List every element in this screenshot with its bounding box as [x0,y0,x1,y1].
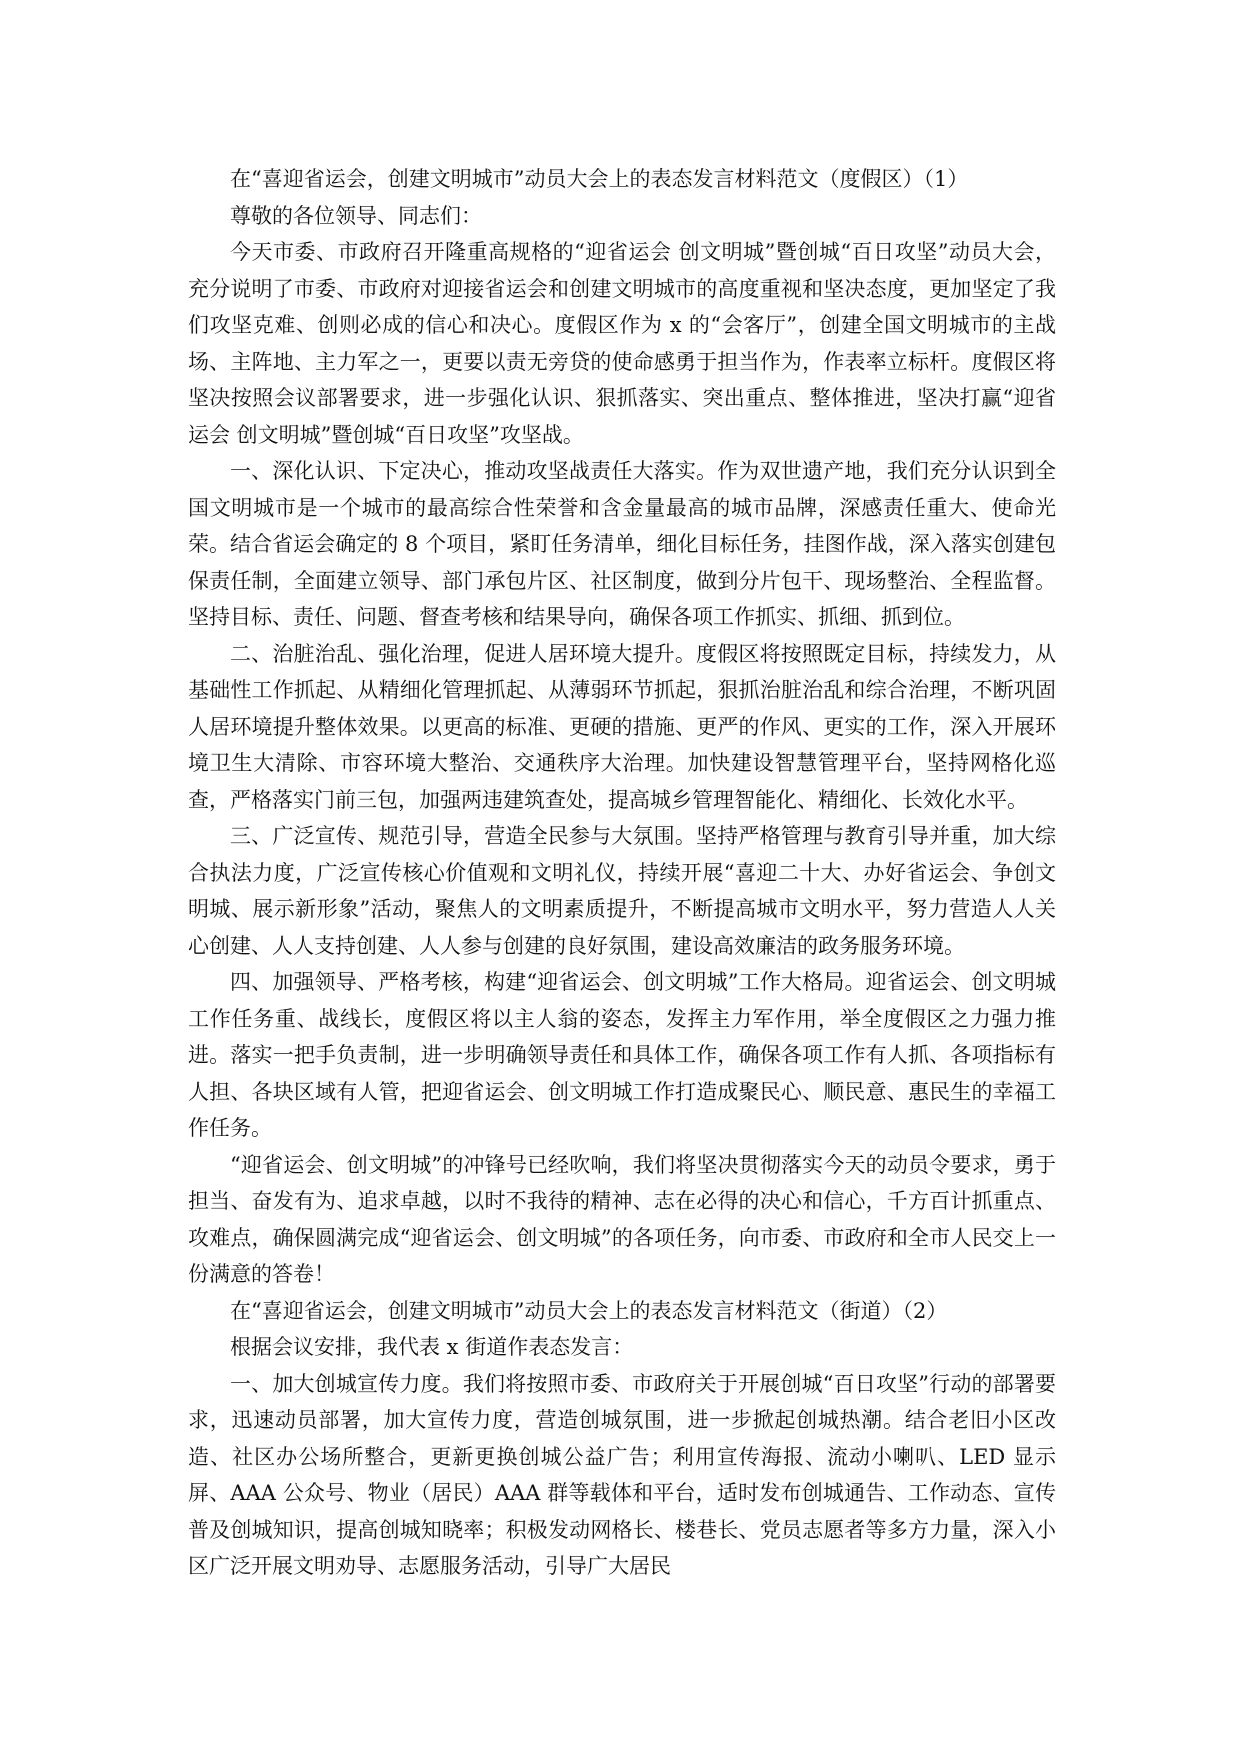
section-title-1: 在“喜迎省运会，创建文明城市”动员大会上的表态发言材料范文（度假区）（1） [230,167,969,191]
paragraph-intro: 今天市委、市政府召开隆重高规格的“迎省运会 创文明城”暨创城“百日攻坚”动员大会，充分说明了市委、市政府对迎接省运会和创建文明城市的高度重视和坚决态度，更加坚定了我们攻坚克难、创则必成的信心和决心。度假区作为 x 的“会客厅”，创建全国文明城市的主战场、主阵地、主力军之一，更要以责无旁贷的使命感勇于担当作为，作表率立标杆。度假区将坚决按照会议部署要求，进一步强化认识、狠抓落实、突出重点、整体推进，坚决打赢“迎省运会 创文明城”暨创城“百日攻坚”攻坚战。 [188,240,1056,447]
section-title-2: 在“喜迎省运会，创建文明城市”动员大会上的表态发言材料范文（街道）（2） [230,1298,948,1323]
paragraph-point-4: 四、加强领导、严格考核，构建“迎省运会、创文明城”工作大格局。迎省运会、创文明城工作任务重、战线长，度假区将以主人翁的姿态，发挥主力军作用，举全度假区之力强力推进。落实一把手负责制，进一步明确领导责任和具体工作，确保各项工作有人抓、各项指标有人担、各块区域有人管，把迎省运会、创文明城工作打造成聚民心、顺民意、惠民生的幸福工作任务。 [188,970,1056,1140]
paragraph-point-1: 一、深化认识、下定决心，推动攻坚战责任大落实。作为双世遗产地，我们充分认识到全国文明城市是一个城市的最高综合性荣誉和含金量最高的城市品牌，深感责任重大、使命光荣。结合省运会确定的 8 个项目，紧盯任务清单，细化目标任务，挂图作战，深入落实创建包保责任制，全面建立领导、部门承包片区、社区制度，做到分片包干、现场整治、全程监督。坚持目标、责任、问题、督查考核和结果导向，确保各项工作抓实、抓细、抓到位。 [188,459,1056,629]
salutation: 尊敬的各位领导、同志们： [230,203,482,228]
paragraph-opening-2: 根据会议安排，我代表 x 街道作表态发言： [230,1335,634,1359]
document-body [188,161,1056,1585]
paragraph-point-2-1: 一、加大创城宣传力度。我们将按照市委、市政府关于开展创城“百日攻坚”行动的部署要求，迅速动员部署，加大宣传力度，营造创城氛围，进一步掀起创城热潮。结合老旧小区改造、社区办公场所整合，更新更换创城公益广告；利用宣传海报、流动小喇叭、LED 显示屏、AAA 公众号、物业（居民）AAA 群等载体和平台，适时发布创城通告、工作动态、宣传普及创城知识，提高创城知晓率；积极发动网格长、楼巷长、党员志愿者等多方力量，深入小区广泛开展文明劝导、志愿服务活动，引导广大居民 [188,1371,1056,1578]
paragraph-point-2: 二、治脏治乱、强化治理，促进人居环境大提升。度假区将按照既定目标，持续发力，从基础性工作抓起、从精细化管理抓起、从薄弱环节抓起，狠抓治脏治乱和综合治理，不断巩固人居环境提升整体效果。以更高的标准、更硬的措施、更严的作风、更实的工作，深入开展环境卫生大清除、市容环境大整治、交通秩序大治理。加快建设智慧管理平台，坚持网格化巡查，严格落实门前三包，加强两违建筑查处，提高城乡管理智能化、精细化、长效化水平。 [188,641,1056,812]
paragraph-conclusion: “迎省运会、创文明城”的冲锋号已经吹响，我们将坚决贯彻落实今天的动员令要求，勇于担当、奋发有为、追求卓越，以时不我待的精神、志在必得的决心和信心，千方百计抓重点、攻难点，确保圆满完成“迎省运会、创文明城”的各项任务，向市委、市政府和全市人民交上一份满意的答卷！ [188,1152,1056,1286]
paragraph-point-3: 三、广泛宣传、规范引导，营造全民参与大氛围。坚持严格管理与教育引导并重，加大综合执法力度，广泛宣传核心价值观和文明礼仪，持续开展“喜迎二十大、办好省运会、争创文明城、展示新形象”活动，聚焦人的文明素质提升，不断提高城市文明水平，努力营造人人关心创建、人人支持创建、人人参与创建的良好氛围，建设高效廉洁的政务服务环境。 [188,824,1056,958]
